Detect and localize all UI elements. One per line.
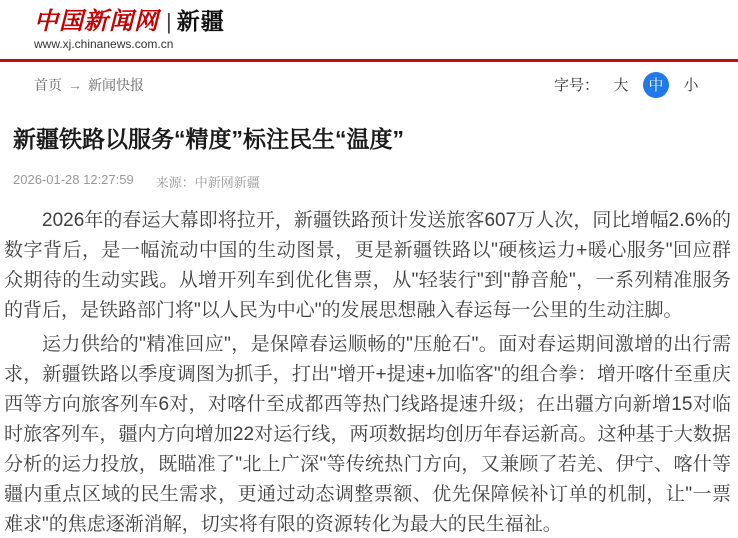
logo-region-text[interactable]: 新疆 (176, 8, 225, 34)
logo-chinanews-text[interactable]: 中国新闻网 (34, 6, 159, 35)
font-size-widget (554, 72, 704, 98)
font-size-medium-button[interactable]: 中 (643, 72, 669, 98)
article-datetime: 2026-01-28 12:27:59 (13, 172, 134, 187)
breadcrumb-bar (0, 62, 738, 107)
article-paragraph: 2026年的春运大幕即将拉开，新疆铁路预计发送旅客607万人次，同比增幅2.6%的数字背后，是一幅流动中国的生动图景，更是新疆铁路以"硬核运力+暖心服务"回应群众期待的生动实践。从增开列车到优化售票，从"轻装行"到"静音舱"，一系列精准服务的背后，是铁路部门将"以人民为中心"的发展思想融入春运每一公里的生动注脚。 (4, 210, 731, 321)
article-source: 来源：中新网新疆 (155, 175, 260, 190)
breadcrumb (34, 75, 144, 95)
site-logo[interactable] (34, 8, 701, 35)
font-size-label: 字号： (553, 77, 599, 94)
article (0, 124, 738, 538)
site-header (0, 0, 738, 52)
article-body (0, 206, 738, 538)
breadcrumb-news-link[interactable]: 新闻快报 (88, 76, 144, 93)
font-size-large-button[interactable]: 大 (608, 72, 634, 98)
article-paragraph: 运力供给的"精准回应"，是保障春运顺畅的"压舱石"。面对春运期间激增的出行需求，新疆铁路以季度调图为抓手，打出"增开+提速+加临客"的组合拳：增开喀什至重庆西等方向旅客列车6对，对喀什至成都西等热门线路提速升级；在出疆方向新增15对临时旅客列车，疆内方向增加22对运行线，两项数据均创历年春运新高。这种基于大数据分析的运力投放，既瞄准了"北上广深"等传统热门方向，又兼顾了若羌、伊宁、喀什等疆内重点区域的民生需求，更通过动态调整票额、优先保障候补订单的机制，让"一票难求"的焦虑逐渐消解，切实将有限的资源转化为最大的民生福祉。 (4, 334, 731, 535)
breadcrumb-home-link[interactable]: 首页 (34, 76, 62, 93)
breadcrumb-arrow-icon: → (68, 76, 82, 93)
site-url: www.xj.chinanews.com.cn (34, 37, 174, 51)
font-size-small-button[interactable]: 小 (678, 72, 704, 98)
article-meta (13, 172, 738, 191)
logo-separator: | (166, 9, 172, 34)
article-title: 新疆铁路以服务“精度”标注民生“温度” (13, 126, 404, 152)
